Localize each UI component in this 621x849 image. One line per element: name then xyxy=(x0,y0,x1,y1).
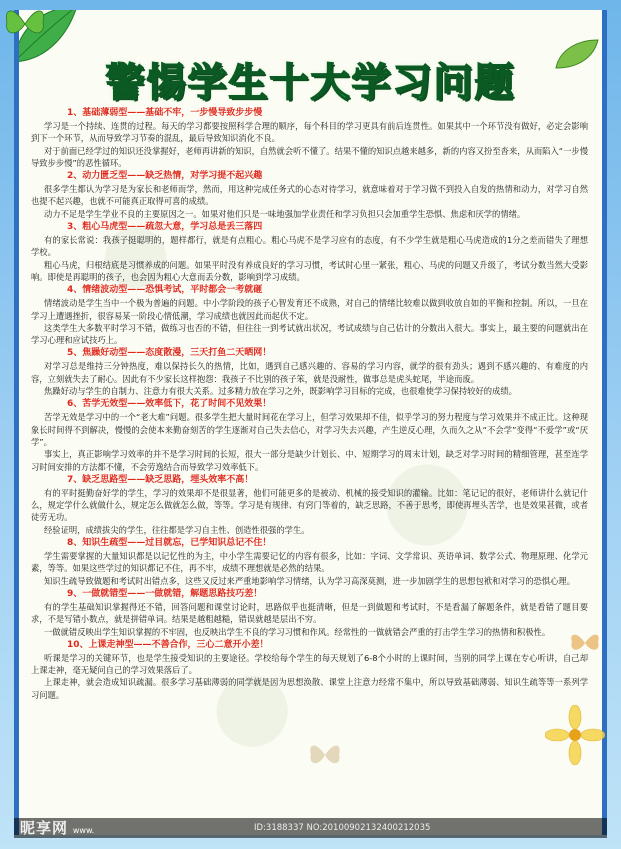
section-5 xyxy=(31,347,588,397)
section-heading: 9、一做就错型——一做就错，解题思路技巧差！ xyxy=(67,588,263,599)
section-9 xyxy=(31,588,588,638)
watermark-url-prefix: www. xyxy=(72,826,95,835)
section-paragraph: 情绪波动是学生当中一个极为普遍的问题。中小学阶段的孩子心智发育还不成熟，对自己的情绪比较难以做到收放自如的平衡和控制。所以，一旦在学习上遭遇挫折，很容易某一阶段心情低潮，学习成绩也就因此而起伏不定。 xyxy=(31,298,588,321)
section-paragraph: 经验证明，成绩拔尖的学生，往往都是学习自主性、创造性很强的学生。 xyxy=(44,524,310,535)
section-7 xyxy=(31,474,588,536)
butterfly-icon xyxy=(568,628,602,658)
poster-board xyxy=(14,10,607,835)
section-heading: 3、粗心马虎型——疏忽大意，学习总是丢三落四 xyxy=(67,222,263,233)
section-paragraph: 听课是学习的关键环节，也是学生接受知识的主要途径。学校给每个学生的每天规划了6-8个小时的上课时间，当别的同学上课在专心听讲，自己却上课走神，毫无疑问自己的学习效果落后了。 xyxy=(31,652,588,676)
section-3 xyxy=(31,221,588,283)
section-10 xyxy=(31,639,588,701)
section-paragraph: 对学习总是维持三分钟热度，难以保持长久的热情，比如，遇到自己感兴趣的、容易的学习内容，就学的很有劲头；遇到不感兴趣的、有难度的内容，立刻就失去了耐心。因此有不少家长这样抱怨：我孩子不比别的孩子笨，就是没耐性，做事总是虎头蛇尾，半途而废。 xyxy=(31,361,588,384)
section-paragraph: 苦学无效是学习中的一个“老大难”问题。很多学生把大量时间花在学习上，但学习效果却不佳，似乎学习的努力程度与学习效果并不成正比。这种现象长时间得不到解决，慢慢的会使本来勤奋刻苦的学生逐渐对自己失去信心，对学习失去兴趣，产生逆反心理，久而久之从“不会学”变得“不爱学”或“厌学”。 xyxy=(31,412,588,447)
section-paragraph: 这类学生大多数平时学习不错，做练习也否的不错，但往往一到考试就出状况，考试成绩与自己估计的分数出入很大。事实上，最主要的问题就出在学习心理和应试技巧上。 xyxy=(31,322,588,346)
section-heading: 10、上课走神型——不善合作，三心二意开小差！ xyxy=(67,639,269,650)
watermark-id: ID:3188337 NO:20100902132400212035 xyxy=(254,823,431,833)
section-4 xyxy=(31,284,588,346)
section-2 xyxy=(31,170,588,220)
butterfly-icon xyxy=(2,2,48,46)
butterfly-icon xyxy=(306,738,344,772)
section-paragraph: 很多学生都认为学习是为家长和老师而学，然而，用这种完成任务式的心态对待学习，就意味着对于学习做不到投入自发的热情和动力，对学习自然也提不起兴趣，也就不可能真正取得可喜的成绩。 xyxy=(31,184,588,207)
section-heading: 1、基础薄弱型——基础不牢，一步慢导致步步慢 xyxy=(67,108,263,118)
section-paragraph: 学生需要掌握的大量知识都是以记忆性的为主，中小学生需要记忆的内容有很多，比如：字词、文学常识、英语单词、数学公式、物理原理、化学元素，等等。如果这些学过的知识都记不住，再不牢，成绩不理想就是必然的结果。 xyxy=(31,551,588,574)
section-1 xyxy=(31,107,588,169)
section-8 xyxy=(31,537,588,587)
section-heading: 2、动力匮乏型——缺乏热情，对学习提不起兴趣 xyxy=(67,171,263,182)
flower-icon xyxy=(545,705,605,765)
section-paragraph: 知识生疏导致做题和考试时出错点多，这些又反过来严重地影响学习情绪，认为学习高深莫测，进一步加剧学生的思想包袱和对学习的恐惧心理。 xyxy=(44,575,576,586)
section-paragraph: 上课走神，就会造成知识疏漏。很多学习基础薄弱的同学就是因为思想涣散、课堂上注意力经常不集中，所以导致基础薄弱、知识生疏等等一系列学习问题。 xyxy=(31,677,588,700)
page-title: 警惕学生十大学习问题 xyxy=(105,61,516,106)
section-paragraph: 对于前面已经学过的知识还没掌握好，老师再讲新的知识，自然就会听不懂了。结果不懂的知识点越来越多，新的内容又扮至沓来，从而陷入“一步慢导致步步慢”的恶性循环。 xyxy=(31,145,588,168)
section-heading: 7、缺乏思路型——缺乏思路，埋头效率不高！ xyxy=(67,474,254,485)
section-heading: 6、苦学无效型——效率低下，花了时间不见效果！ xyxy=(67,399,272,410)
section-paragraph: 动力不足是学生学业不良的主要原因之一。如果对他们只是一味地强加学业责任和学习负担只会加重学生恐惧、焦虑和厌学的情绪。 xyxy=(44,208,526,219)
section-heading: 8、知识生疏型——过目就忘，已学知识总记不住！ xyxy=(67,538,272,549)
section-paragraph: 粗心马虎，归根结底是习惯养成的问题。如果平时没有养成良好的学习习惯，考试时心里一紧张，粗心、马虎的问题又升级了，考试分数当然大受影响。即使是再聪明的孩子，也会因为粗心大意而丢分数，影响到学习成绩。 xyxy=(31,259,588,282)
section-paragraph: 学习是一个持续、连贯的过程。每天的学习都要按照科学合理的顺序，每个科目的学习更具有前后连贯性。如果其中一个环节没有做好，必定会影响到下一个环节，从而导致学习节奏的混乱，最后导致知识消化不良。 xyxy=(31,121,588,144)
watermark-logo: 昵享网 xyxy=(20,819,69,837)
section-paragraph: 一做就错反映出学生知识掌握的不牢固，也反映出学生不良的学习习惯和作风。经常性的一做就错会严重的打击学生学习的热情和积极性。 xyxy=(44,626,551,637)
section-paragraph: 有的学生基础知识掌握得还不错，回答问题和课堂讨论时，思路似乎也挺清晰，但是一到做题和考试时，不是看漏了解题条件，就是看错了题目要求，不是写错小数点，就是拼错单词。结果是越粗越糙，错误就越是层出不穷。 xyxy=(31,601,588,625)
section-6 xyxy=(31,398,588,472)
watermark-bar xyxy=(14,818,607,838)
article-body xyxy=(31,106,588,701)
section-paragraph: 事实上，真正影响学习效率的并不是学习时间的长短，很大一部分是缺少计划长、中、短期学习的周末计划，缺乏对学习时间的精细管理，甚至连学习时间安排的方法都不懂，不会劳逸结合而导致学习效率低下。 xyxy=(31,449,588,472)
section-heading: 4、情绪波动型——恐惧考试，平时都会一考就砸 xyxy=(67,285,263,296)
section-heading: 5、焦躁好动型——态度散漫，三天打鱼二天晒网！ xyxy=(67,348,272,359)
section-paragraph: 有的家长常说：我孩子挺聪明的，题样都行，就是有点粗心。粗心马虎不是学习应有的态度，有不少学生就是粗心马虎造成的1分之差而错失了理想学校。 xyxy=(31,235,588,258)
section-paragraph: 有的平时挺勤奋好学的学生，学习的效果却不是很显著，他们可能更多的是被动、机械的接受知识的灌输。比如：笔记记的很好，老师讲什么就记什么，规定学什么就做什么，规定怎么做就怎么做，等等。学习是有规律、有窍门等着的，缺乏思路，不善于思考，即使再埋头苦学，也是效果甚微，或者徒劳无功。 xyxy=(31,487,588,523)
section-paragraph: 焦躁好动与学生的自制力、注意力有很大关系。过多精力放在学习之外，既影响学习目标的完成，也很难使学习保持较好的成绩。 xyxy=(44,386,517,397)
